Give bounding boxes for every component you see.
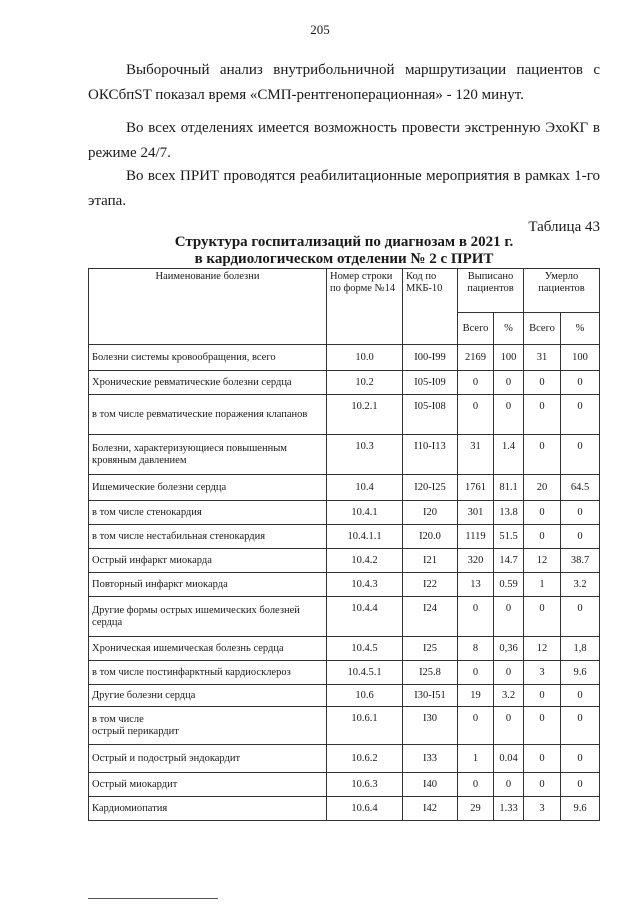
cell-discharged-total: 31 (458, 435, 494, 475)
cell-row-number: 10.2 (327, 371, 403, 395)
cell-disease-name: Кардиомиопатия (89, 797, 327, 821)
header-icd-code: Код по МКБ-10 (403, 269, 458, 345)
cell-discharged-total: 0 (458, 661, 494, 685)
cell-disease-name: Повторный инфаркт миокарда (89, 573, 327, 597)
cell-disease-name: Острый инфаркт миокарда (89, 549, 327, 573)
cell-row-number: 10.4.3 (327, 573, 403, 597)
cell-discharged-total: 2169 (458, 345, 494, 371)
table-caption (88, 234, 600, 268)
table-row (89, 707, 600, 745)
cell-disease-name: Другие болезни сердца (89, 685, 327, 707)
cell-died-total: 20 (524, 475, 561, 501)
cell-died-total: 0 (524, 395, 561, 435)
cell-discharged-pct: 0 (494, 707, 524, 745)
cell-discharged-pct: 0.04 (494, 745, 524, 773)
table-number: Таблица 43 (528, 219, 600, 235)
cell-died-pct: 64.5 (561, 475, 600, 501)
cell-died-total: 12 (524, 549, 561, 573)
cell-disease-name: Ишемические болезни сердца (89, 475, 327, 501)
cell-icd-code: I20-I25 (403, 475, 458, 501)
header-disease-name: Наименование болезни (89, 269, 327, 345)
table-row (89, 573, 600, 597)
cell-discharged-pct: 13.8 (494, 501, 524, 525)
cell-died-total: 0 (524, 745, 561, 773)
cell-discharged-total: 1119 (458, 525, 494, 549)
table-row (89, 435, 600, 475)
table-body (89, 345, 600, 821)
cell-discharged-pct: 1.4 (494, 435, 524, 475)
cell-row-number: 10.3 (327, 435, 403, 475)
cell-icd-code: I21 (403, 549, 458, 573)
cell-discharged-pct: 100 (494, 345, 524, 371)
cell-discharged-total: 13 (458, 573, 494, 597)
table-row (89, 371, 600, 395)
cell-died-pct: 0 (561, 371, 600, 395)
cell-discharged-total: 0 (458, 773, 494, 797)
cell-died-pct: 0 (561, 773, 600, 797)
cell-died-pct: 9.6 (561, 661, 600, 685)
cell-icd-code: I30-I51 (403, 685, 458, 707)
header-died-pct: % (561, 313, 600, 345)
cell-discharged-pct: 0 (494, 773, 524, 797)
cell-row-number: 10.4 (327, 475, 403, 501)
cell-icd-code: I20.0 (403, 525, 458, 549)
cell-discharged-pct: 51.5 (494, 525, 524, 549)
cell-died-total: 0 (524, 597, 561, 637)
cell-discharged-pct: 14.7 (494, 549, 524, 573)
cell-discharged-pct: 0 (494, 371, 524, 395)
footnote-rule (88, 898, 218, 899)
cell-discharged-total: 0 (458, 371, 494, 395)
cell-disease-name: Другие формы острых ишемических болезней сердца (89, 597, 327, 637)
header-died: Умерло пациентов (524, 269, 600, 313)
table-row (89, 797, 600, 821)
cell-died-total: 12 (524, 637, 561, 661)
cell-icd-code: I05-I08 (403, 395, 458, 435)
paragraph-routing: Выборочный анализ внутрибольничной маршрутизации пациентов с ОКСбпST показал время «СМП-рентгеноперационная» - 120 минут. (88, 62, 600, 103)
table-row (89, 685, 600, 707)
cell-discharged-total: 0 (458, 597, 494, 637)
hospitalization-table (88, 268, 600, 821)
cell-discharged-total: 0 (458, 395, 494, 435)
cell-row-number: 10.6.1 (327, 707, 403, 745)
cell-died-pct: 38.7 (561, 549, 600, 573)
header-died-total: Всего (524, 313, 561, 345)
cell-died-total: 0 (524, 371, 561, 395)
cell-row-number: 10.6.4 (327, 797, 403, 821)
cell-discharged-pct: 1.33 (494, 797, 524, 821)
cell-icd-code: I30 (403, 707, 458, 745)
cell-icd-code: I22 (403, 573, 458, 597)
paragraph-echo: Во всех отделениях имеется возможность провести экстренную ЭхоКГ в режиме 24/7. (88, 120, 600, 161)
cell-icd-code: I42 (403, 797, 458, 821)
cell-died-total: 0 (524, 501, 561, 525)
cell-died-total: 0 (524, 685, 561, 707)
cell-discharged-pct: 0 (494, 395, 524, 435)
cell-discharged-total: 320 (458, 549, 494, 573)
cell-discharged-total: 1 (458, 745, 494, 773)
cell-icd-code: I00-I99 (403, 345, 458, 371)
cell-died-pct: 1,8 (561, 637, 600, 661)
header-discharged-pct: % (494, 313, 524, 345)
cell-disease-name: Острый и подострый эндокардит (89, 745, 327, 773)
cell-died-pct: 0 (561, 685, 600, 707)
cell-icd-code: I24 (403, 597, 458, 637)
cell-row-number: 10.4.4 (327, 597, 403, 637)
cell-row-number: 10.0 (327, 345, 403, 371)
cell-died-total: 0 (524, 525, 561, 549)
header-row-number: Номер строки по форме №14 (327, 269, 403, 345)
cell-disease-name: в том числе ревматические поражения клапанов (89, 395, 327, 435)
cell-died-pct: 0 (561, 525, 600, 549)
cell-died-pct: 9.6 (561, 797, 600, 821)
table-row (89, 637, 600, 661)
cell-icd-code: I33 (403, 745, 458, 773)
cell-died-pct: 0 (561, 707, 600, 745)
cell-row-number: 10.2.1 (327, 395, 403, 435)
cell-died-total: 31 (524, 345, 561, 371)
cell-disease-name: Болезни системы кровообращения, всего (89, 345, 327, 371)
cell-row-number: 10.4.1 (327, 501, 403, 525)
cell-died-total: 1 (524, 573, 561, 597)
cell-discharged-pct: 3.2 (494, 685, 524, 707)
cell-disease-name: Хроническая ишемическая болезнь сердца (89, 637, 327, 661)
page-number: 205 (310, 22, 330, 37)
cell-row-number: 10.4.1.1 (327, 525, 403, 549)
header-discharged-total: Всего (458, 313, 494, 345)
cell-icd-code: I05-I09 (403, 371, 458, 395)
table-row (89, 661, 600, 685)
cell-died-pct: 100 (561, 345, 600, 371)
cell-row-number: 10.4.5.1 (327, 661, 403, 685)
cell-died-pct: 0 (561, 745, 600, 773)
cell-disease-name: в том числе нестабильная стенокардия (89, 525, 327, 549)
table-row (89, 395, 600, 435)
cell-row-number: 10.4.2 (327, 549, 403, 573)
cell-died-total: 0 (524, 435, 561, 475)
cell-disease-name: Болезни, характеризующиеся повышенным кровяным давлением (89, 435, 327, 475)
cell-died-pct: 0 (561, 435, 600, 475)
cell-discharged-total: 29 (458, 797, 494, 821)
cell-icd-code: I25.8 (403, 661, 458, 685)
cell-discharged-total: 1761 (458, 475, 494, 501)
cell-discharged-pct: 0,36 (494, 637, 524, 661)
cell-disease-name: Острый миокардит (89, 773, 327, 797)
cell-discharged-pct: 0 (494, 661, 524, 685)
table-row (89, 525, 600, 549)
table-row (89, 745, 600, 773)
cell-disease-name: в том числе стенокардия (89, 501, 327, 525)
cell-died-pct: 3.2 (561, 573, 600, 597)
caption-line-2: в кардиологическом отделении № 2 с ПРИТ (194, 251, 494, 267)
table-row (89, 549, 600, 573)
cell-row-number: 10.6 (327, 685, 403, 707)
cell-died-pct: 0 (561, 395, 600, 435)
table-row (89, 501, 600, 525)
cell-died-pct: 0 (561, 597, 600, 637)
cell-discharged-total: 0 (458, 707, 494, 745)
cell-died-total: 3 (524, 661, 561, 685)
cell-discharged-total: 301 (458, 501, 494, 525)
cell-died-total: 0 (524, 773, 561, 797)
cell-discharged-total: 19 (458, 685, 494, 707)
cell-disease-name: в том числе постинфарктный кардиосклероз (89, 661, 327, 685)
cell-discharged-total: 8 (458, 637, 494, 661)
header-discharged: Выписано пациентов (458, 269, 524, 313)
cell-discharged-pct: 0.59 (494, 573, 524, 597)
cell-row-number: 10.4.5 (327, 637, 403, 661)
cell-icd-code: I40 (403, 773, 458, 797)
cell-icd-code: I10-I13 (403, 435, 458, 475)
cell-row-number: 10.6.3 (327, 773, 403, 797)
table-row (89, 475, 600, 501)
caption-line-1: Структура госпитализаций по диагнозам в 2021 г. (174, 234, 514, 250)
cell-died-total: 0 (524, 707, 561, 745)
table-row (89, 773, 600, 797)
cell-disease-name: в том числе острый перикардит (89, 707, 327, 745)
cell-discharged-pct: 0 (494, 597, 524, 637)
cell-discharged-pct: 81.1 (494, 475, 524, 501)
paragraph-rehab: Во всех ПРИТ проводятся реабилитационные мероприятия в рамках 1-го этапа. (88, 168, 600, 209)
table-row (89, 345, 600, 371)
cell-icd-code: I25 (403, 637, 458, 661)
cell-row-number: 10.6.2 (327, 745, 403, 773)
cell-died-pct: 0 (561, 501, 600, 525)
cell-disease-name: Хронические ревматические болезни сердца (89, 371, 327, 395)
table-row (89, 597, 600, 637)
cell-died-total: 3 (524, 797, 561, 821)
cell-icd-code: I20 (403, 501, 458, 525)
